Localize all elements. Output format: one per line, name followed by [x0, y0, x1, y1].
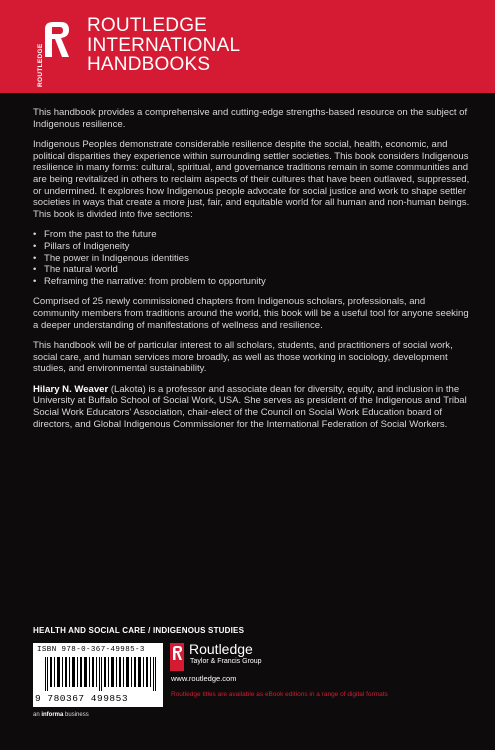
isbn-barcode — [33, 643, 163, 707]
header-banner — [0, 0, 495, 93]
informa-suffix: business — [63, 712, 89, 718]
publisher-url[interactable]: www.routledge.com — [171, 674, 237, 683]
sections-list — [33, 229, 473, 287]
author-name: Hilary N. Weaver — [33, 383, 109, 395]
intro-paragraph: This handbook provides a comprehensive and cutting-edge strengths-based resource on the subject of Indigenous resilience. — [33, 107, 468, 130]
series-line-3: HANDBOOKS — [87, 54, 211, 75]
routledge-logo — [36, 19, 76, 87]
author-bio-text: (Lakota) is a professor and associate dean for diversity, equity, and inclusion in the University at Buffalo School of Social Work, USA. She serves as president of the Indigenous and Tribal Social Work Educators' Association, chair-elect of the Council on Social Work Education board of directors, and Global Indigenous Commissioner for the International Federation of Social Workers. — [33, 383, 467, 430]
audience-paragraph: This handbook will be of particular interest to all scholars, students, and practitioners of social work, social care, and human services more broadly, as well as those working in sociology, development studies, and environmental sustainability. — [33, 340, 453, 375]
list-item: • The power in Indigenous identities — [33, 253, 473, 265]
informa-line — [33, 712, 89, 718]
informa-brand: informa — [41, 712, 64, 718]
ebook-note: Routledge titles are available as eBook editions in a range of digital formats — [171, 691, 388, 698]
back-cover-text — [33, 107, 473, 439]
series-line-1: ROUTLEDGE — [87, 15, 208, 36]
subject-category: HEALTH AND SOCIAL CARE / INDIGENOUS STUDIES — [33, 626, 245, 635]
barcode-bars — [45, 657, 157, 691]
publisher-logo-icon — [170, 643, 184, 671]
informa-prefix: an — [33, 712, 42, 718]
series-line-2: INTERNATIONAL — [87, 34, 241, 56]
logo-wordmark: ROUTLEDGE — [37, 43, 44, 87]
contents-paragraph: Comprised of 25 newly commissioned chapters from Indigenous scholars, professionals, and community members from traditions around the world, this book will be a useful tool for anyone seeking a deeper understanding of manifestations of wellness and resilience. — [33, 296, 469, 331]
list-item: • From the past to the future — [33, 229, 473, 241]
author-bio — [33, 384, 473, 430]
series-title — [87, 16, 240, 75]
description-paragraph: Indigenous Peoples demonstrate considerable resilience despite the social, health, economic, and political disparities they experience within surrounding settler societies. This book considers Indigenous resilience in many forms: cultural, spiritual, and governance traditions remain in some communities and are being revitalized in others to reclaim aspects of their cultures that have been outlawed, suppressed, or undermined. It explores how Indigenous people advocate for social justice and work to shape settler societies in ways that create a more just, fair, and equitable world for all human and non-human beings. This book is divided into five sections: — [33, 139, 470, 220]
list-item: • Pillars of Indigeneity — [33, 241, 473, 253]
list-item: • The natural world — [33, 264, 473, 276]
isbn-number: 9 780367 499853 — [35, 693, 129, 704]
list-item: • Reframing the narrative: from problem to opportunity — [33, 276, 473, 288]
publisher-name: Routledge — [189, 641, 253, 657]
publisher-group: Taylor & Francis Group — [190, 658, 262, 665]
routledge-r-icon — [42, 21, 70, 57]
isbn-label: ISBN 978-0-367-49985-3 — [37, 646, 145, 654]
